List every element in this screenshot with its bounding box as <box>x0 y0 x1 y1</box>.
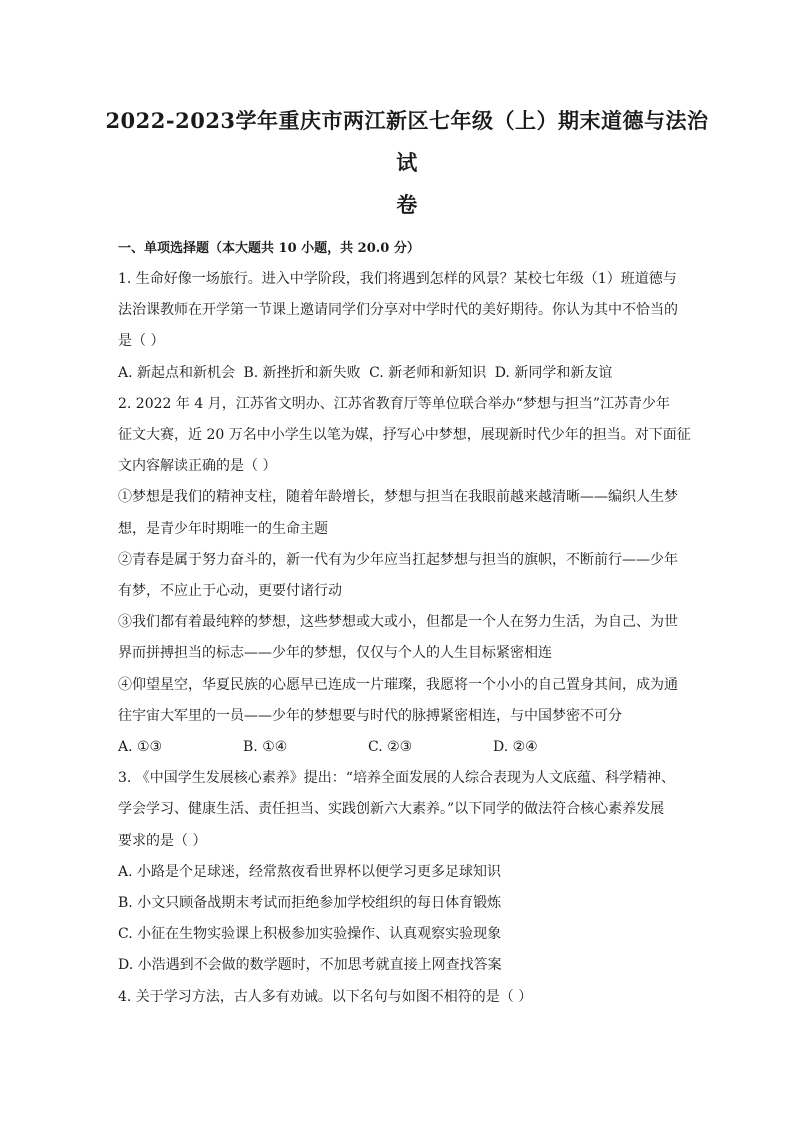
q2-line: ①梦想是我们的精神支柱，随着年龄增长，梦想与担当在我眼前越来越清晰——编织人生梦 <box>118 489 678 506</box>
question-2 <box>118 389 700 763</box>
q2-line: 文内容解读正确的是（ ） <box>118 458 277 475</box>
q2-option-d: D. ②④ <box>493 739 538 756</box>
q3-line: 要求的是（ ） <box>118 832 207 849</box>
q3-line: 学会学习、健康生活、责任担当、实践创新六大素养。”以下同学的做法符合核心素养发展 <box>118 801 665 818</box>
question-1 <box>118 264 700 389</box>
section-heading: 一、单项选择题（本大题共 10 小题，共 20.0 分） <box>118 241 420 256</box>
q2-line: 2. 2022 年 4 月，江苏省文明办、江苏省教育厅等单位联合举办“梦想与担当”江苏青少年 <box>118 395 671 412</box>
q2-option-a: A. ①③ <box>118 739 163 756</box>
q3-line: 3. 《中国学生发展核心素养》提出：“培养全面发展的人综合表现为人文底蕴、科学精神、 <box>118 770 675 787</box>
q2-line: 想，是青少年时期唯一的生命主题 <box>118 520 328 537</box>
q1-option-b: B. 新挫折和新失败 <box>243 364 361 381</box>
exam-title <box>102 100 712 226</box>
q2-line: ③我们都有着最纯粹的梦想，这些梦想或大或小，但都是一个人在努力生活，为自己、为世 <box>118 614 678 631</box>
q1-line: 是（ ） <box>118 333 165 350</box>
q1-line: 1. 生命好像一场旅行。进入中学阶段，我们将遇到怎样的风景？某校七年级（1）班道德与 <box>118 271 677 287</box>
q2-line: ④仰望星空，华夏民族的心愿早已连成一片璀璨，我愿将一个小小的自己置身其间，成为通 <box>118 676 678 693</box>
q4-line: 4. 关于学习方法，古人多有劝诫。以下名句与如图不相符的是（ ） <box>118 988 533 1005</box>
q1-option-d: D. 新同学和新友谊 <box>494 364 613 381</box>
q2-line: 界而拼搏担当的标志——少年的梦想，仅仅与个人的人生目标紧密相连 <box>118 645 552 662</box>
q2-option-c: C. ②③ <box>368 739 413 756</box>
q1-option-a: A. 新起点和新机会 <box>118 364 236 381</box>
q1-line: 法治课教师在开学第一节课上邀请同学们分享对中学时代的美好期待。你认为其中不恰当的 <box>118 302 678 319</box>
q3-option-b: B. 小文只顾备战期末考试而拒绝参加学校组织的每日体育锻炼 <box>118 895 502 912</box>
q3-option-a: A. 小路是个足球迷，经常熬夜看世界杯以便学习更多足球知识 <box>118 863 502 880</box>
q2-option-b: B. ①④ <box>243 739 288 756</box>
q1-options <box>118 358 700 389</box>
q2-line: ②青春是属于努力奋斗的，新一代有为少年应当扛起梦想与担当的旗帜，不断前行——少年 <box>118 551 678 568</box>
title-line-2: 卷 <box>396 192 418 217</box>
q2-line: 往宇宙大军里的一员——少年的梦想要与时代的脉搏紧密相连，与中国梦密不可分 <box>118 707 622 724</box>
q3-option-d: D. 小浩遇到不会做的数学题时，不加思考就直接上网查找答案 <box>118 957 502 974</box>
question-4 <box>118 982 700 1013</box>
q2-line: 征文大赛，近 20 万名中小学生以笔为媒，抒写心中梦想，展现新时代少年的担当。对下面征 <box>118 427 691 444</box>
title-line-1: 2022-2023学年重庆市两江新区七年级（上）期末道德与法治试 <box>105 108 709 175</box>
q3-option-c: C. 小征在生物实验课上积极参加实验操作、认真观察实验现象 <box>118 926 502 943</box>
q2-options <box>118 732 700 763</box>
q2-line: 有梦，不应止于心动，更要付诸行动 <box>118 583 342 600</box>
question-3 <box>118 763 700 981</box>
q1-option-c: C. 新老师和新知识 <box>369 364 487 381</box>
